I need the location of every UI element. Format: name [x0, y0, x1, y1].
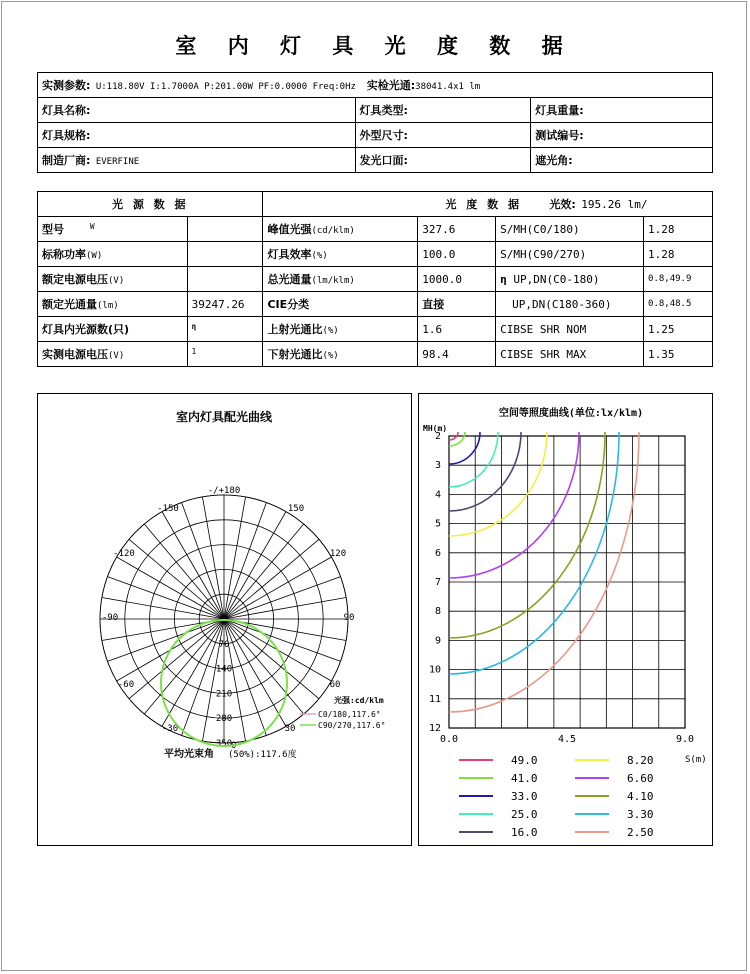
- rated-voltage-empty: [187, 267, 263, 292]
- isolux-legend-label: 16.0: [511, 826, 538, 839]
- up-label-cell: [263, 317, 418, 342]
- down-unit: (%): [322, 351, 339, 361]
- isolux-x-tick: 0.0: [439, 734, 459, 745]
- polar-angle-label: -60: [117, 680, 135, 690]
- polar-angle-label: 60: [329, 680, 341, 690]
- polar-angle-label: -/+180: [207, 486, 241, 496]
- cibse-nom-label: CIBSE SHR NOM: [496, 317, 644, 342]
- polar-angle-label: 150: [287, 504, 305, 514]
- legend-c0-label: C0/180,117.6°: [318, 710, 381, 719]
- peak-label: 峰值光强: [267, 223, 312, 236]
- cibse-nom-value: 1.25: [644, 317, 713, 342]
- total-flux-unit: (lm/klm): [311, 276, 355, 286]
- up-unit: (%): [322, 326, 339, 336]
- isolux-grid: [449, 436, 685, 728]
- isolux-y-tick: 10: [428, 664, 441, 676]
- rated-flux-value: 39247.26: [187, 292, 263, 317]
- efficacy-value: 195.26 lm/: [581, 198, 648, 211]
- photometry-header-cell: [263, 192, 713, 217]
- rated-voltage-label: 额定电源电压: [42, 273, 108, 286]
- smh-c90-label: S/MH(C90/270): [496, 242, 644, 267]
- meas-voltage-value: 1: [191, 347, 197, 356]
- power-unit: (W): [86, 251, 103, 261]
- isolux-contour: [449, 432, 521, 511]
- polar-chart: [38, 394, 411, 845]
- lamp-spec-cell: 灯具规格:: [38, 123, 356, 148]
- power-cell: [38, 242, 188, 267]
- isolux-contour: [449, 432, 605, 638]
- isolux-y-tick: 8: [434, 606, 441, 618]
- meas-voltage-cell: [38, 342, 188, 367]
- isolux-chart: [419, 394, 712, 845]
- isolux-y-tick: 11: [428, 693, 441, 705]
- cibse-max-value: 1.35: [644, 342, 713, 367]
- updn-c180-value: 0.8,48.5: [644, 292, 713, 317]
- isolux-legend-label: 33.0: [511, 790, 538, 803]
- peak-label-cell: [263, 217, 418, 242]
- polar-angle-label: -120: [113, 549, 135, 559]
- down-value: 98.4: [418, 342, 496, 367]
- isolux-legend-label: 49.0: [511, 754, 538, 767]
- eta-symbol: η: [500, 272, 507, 286]
- measured-params-row: [38, 73, 713, 98]
- maker-cell: [38, 148, 356, 173]
- page-title: 室 内 灯 具 光 度 数 据: [175, 34, 575, 58]
- x-axis-label: S(m): [685, 755, 707, 765]
- smh-c90-value: 1.28: [644, 242, 713, 267]
- polar-radial-label: 70: [218, 639, 230, 650]
- lamp-count-value: [187, 317, 263, 342]
- total-flux-value: 1000.0: [418, 267, 496, 292]
- lamp-count-label: 灯具内光源数(只): [38, 317, 188, 342]
- power-label: 标称功率: [42, 248, 86, 261]
- test-no-cell: 测试编号:: [531, 123, 713, 148]
- polar-panel: [37, 393, 412, 846]
- isolux-y-tick: 12: [428, 723, 441, 734]
- isolux-legend-label: 2.50: [627, 826, 654, 839]
- isolux-legend-label: 3.30: [627, 808, 654, 821]
- rated-flux-cell: [38, 292, 188, 317]
- updn-c0-cell: [496, 267, 644, 292]
- isolux-x-ticks: [440, 734, 694, 745]
- efficacy-label: 光效:: [549, 198, 576, 211]
- maker-value: EVERFINE: [95, 157, 140, 167]
- up-value: 1.6: [418, 317, 496, 342]
- up-label: 上射光通比: [267, 323, 323, 336]
- polar-angle-label: -90: [101, 613, 119, 623]
- total-flux-label-cell: [263, 267, 418, 292]
- peak-unit: (cd/klm): [311, 226, 355, 236]
- meas-voltage-value-cell: [187, 342, 263, 367]
- rated-flux-label: 额定光通量: [42, 298, 97, 311]
- lamp-type-cell: 灯具类型:: [355, 98, 531, 123]
- model-empty: [187, 217, 263, 242]
- polar-legend-title: 光强:cd/klm: [334, 696, 384, 705]
- maker-label: 制造厂商:: [42, 154, 91, 167]
- polar-angle-label: 30: [284, 724, 296, 734]
- data-table: [37, 191, 713, 367]
- isolux-y-tick: 6: [434, 547, 441, 559]
- shield-angle-cell: 遮光角:: [531, 148, 713, 173]
- updn-c0-label: UP,DN(C0-180): [513, 272, 600, 286]
- eff-label: 灯具效率: [267, 248, 312, 261]
- isolux-y-tick: 3: [434, 460, 441, 472]
- polar-title: 室内灯具配光曲线: [175, 410, 273, 424]
- rated-voltage-cell: [38, 267, 188, 292]
- isolux-y-tick: 9: [434, 635, 441, 647]
- measured-label: 实测参数:: [42, 79, 91, 92]
- polar-angle-label: -150: [157, 504, 179, 514]
- down-label-cell: [263, 342, 418, 367]
- down-label: 下射光通比: [267, 348, 323, 361]
- updn-c0-value: 0.8,49.9: [644, 267, 713, 292]
- info-table: [37, 72, 713, 173]
- smh-c0-label: S/MH(C0/180): [496, 217, 644, 242]
- isolux-contour: [449, 432, 498, 487]
- isolux-legend: [459, 754, 654, 839]
- polar-angle-label: 90: [343, 613, 355, 623]
- measured-value: U:118.80V I:1.7000A P:201.00W PF:0.0000 Freq:0Hz: [95, 82, 356, 92]
- lamp-name-cell: 灯具名称:: [38, 98, 356, 123]
- isolux-panel: [418, 393, 713, 846]
- polar-angle-label: 0: [231, 741, 237, 751]
- power-empty: [187, 242, 263, 267]
- polar-radial-label: 0: [221, 615, 227, 625]
- isolux-y-tick: 7: [434, 577, 441, 588]
- emit-port-cell: 发光口面:: [355, 148, 531, 173]
- updn-c180-label: UP,DN(C180-360): [496, 292, 644, 317]
- model-label: 型号: [42, 223, 64, 236]
- cie-value: 直接: [418, 292, 496, 317]
- source-header: 光 源 数 据: [38, 192, 263, 217]
- meas-voltage-label: 实测电源电压: [42, 348, 108, 361]
- beam-label: 平均光束角: [164, 749, 214, 760]
- model-value: W: [90, 222, 95, 231]
- isolux-y-tick: 4: [434, 489, 441, 501]
- peak-value: 327.6: [418, 217, 496, 242]
- photometry-header: 光 度 数 据: [445, 198, 522, 211]
- isolux-legend-label: 41.0: [511, 772, 538, 785]
- flux-label: 实检光通:: [366, 79, 416, 92]
- isolux-x-tick: 4.5: [557, 734, 577, 745]
- rated-flux-unit: (lm): [97, 301, 119, 311]
- flux-value: 38041.4x1 lm: [415, 82, 481, 92]
- polar-radial-label: 280: [215, 714, 233, 725]
- lamp-count-eta: η: [191, 322, 197, 331]
- isolux-legend-label: 25.0: [511, 808, 538, 821]
- rated-voltage-unit: (V): [108, 276, 125, 286]
- meas-voltage-unit: (V): [108, 351, 125, 361]
- isolux-y-tick: 2: [434, 431, 441, 442]
- polar-angle-label: -30: [161, 724, 179, 734]
- isolux-contour: [449, 432, 579, 578]
- total-flux-label: 总光通量: [267, 273, 312, 286]
- polar-angle-label: 120: [329, 549, 347, 559]
- dimensions-cell: 外型尺寸:: [355, 123, 531, 148]
- y-axis-label: MH(m): [423, 424, 448, 433]
- legend-c90-label: C90/270,117.6°: [318, 721, 386, 730]
- isolux-legend-label: 4.10: [627, 790, 654, 803]
- model-cell: [38, 217, 188, 242]
- cibse-max-label: CIBSE SHR MAX: [496, 342, 644, 367]
- beam-value: (50%):117.6度: [228, 750, 297, 760]
- polar-radial-label: 140: [215, 664, 233, 675]
- smh-c0-value: 1.28: [644, 217, 713, 242]
- lamp-weight-cell: 灯具重量:: [531, 98, 713, 123]
- eff-value: 100.0: [418, 242, 496, 267]
- isolux-y-tick: 5: [434, 518, 441, 530]
- isolux-y-ticks: [429, 431, 441, 734]
- polar-radial-label: 350: [215, 739, 233, 749]
- cie-label: CIE分类: [263, 292, 418, 317]
- eff-label-cell: [263, 242, 418, 267]
- isolux-x-tick: 9.0: [675, 734, 695, 745]
- isolux-legend-label: 6.60: [627, 772, 654, 785]
- eff-unit: (%): [311, 251, 328, 261]
- isolux-title: 空间等照度曲线(单位:lx/klm): [498, 408, 644, 419]
- polar-radial-label: 210: [215, 689, 233, 700]
- isolux-legend-label: 8.20: [627, 754, 654, 767]
